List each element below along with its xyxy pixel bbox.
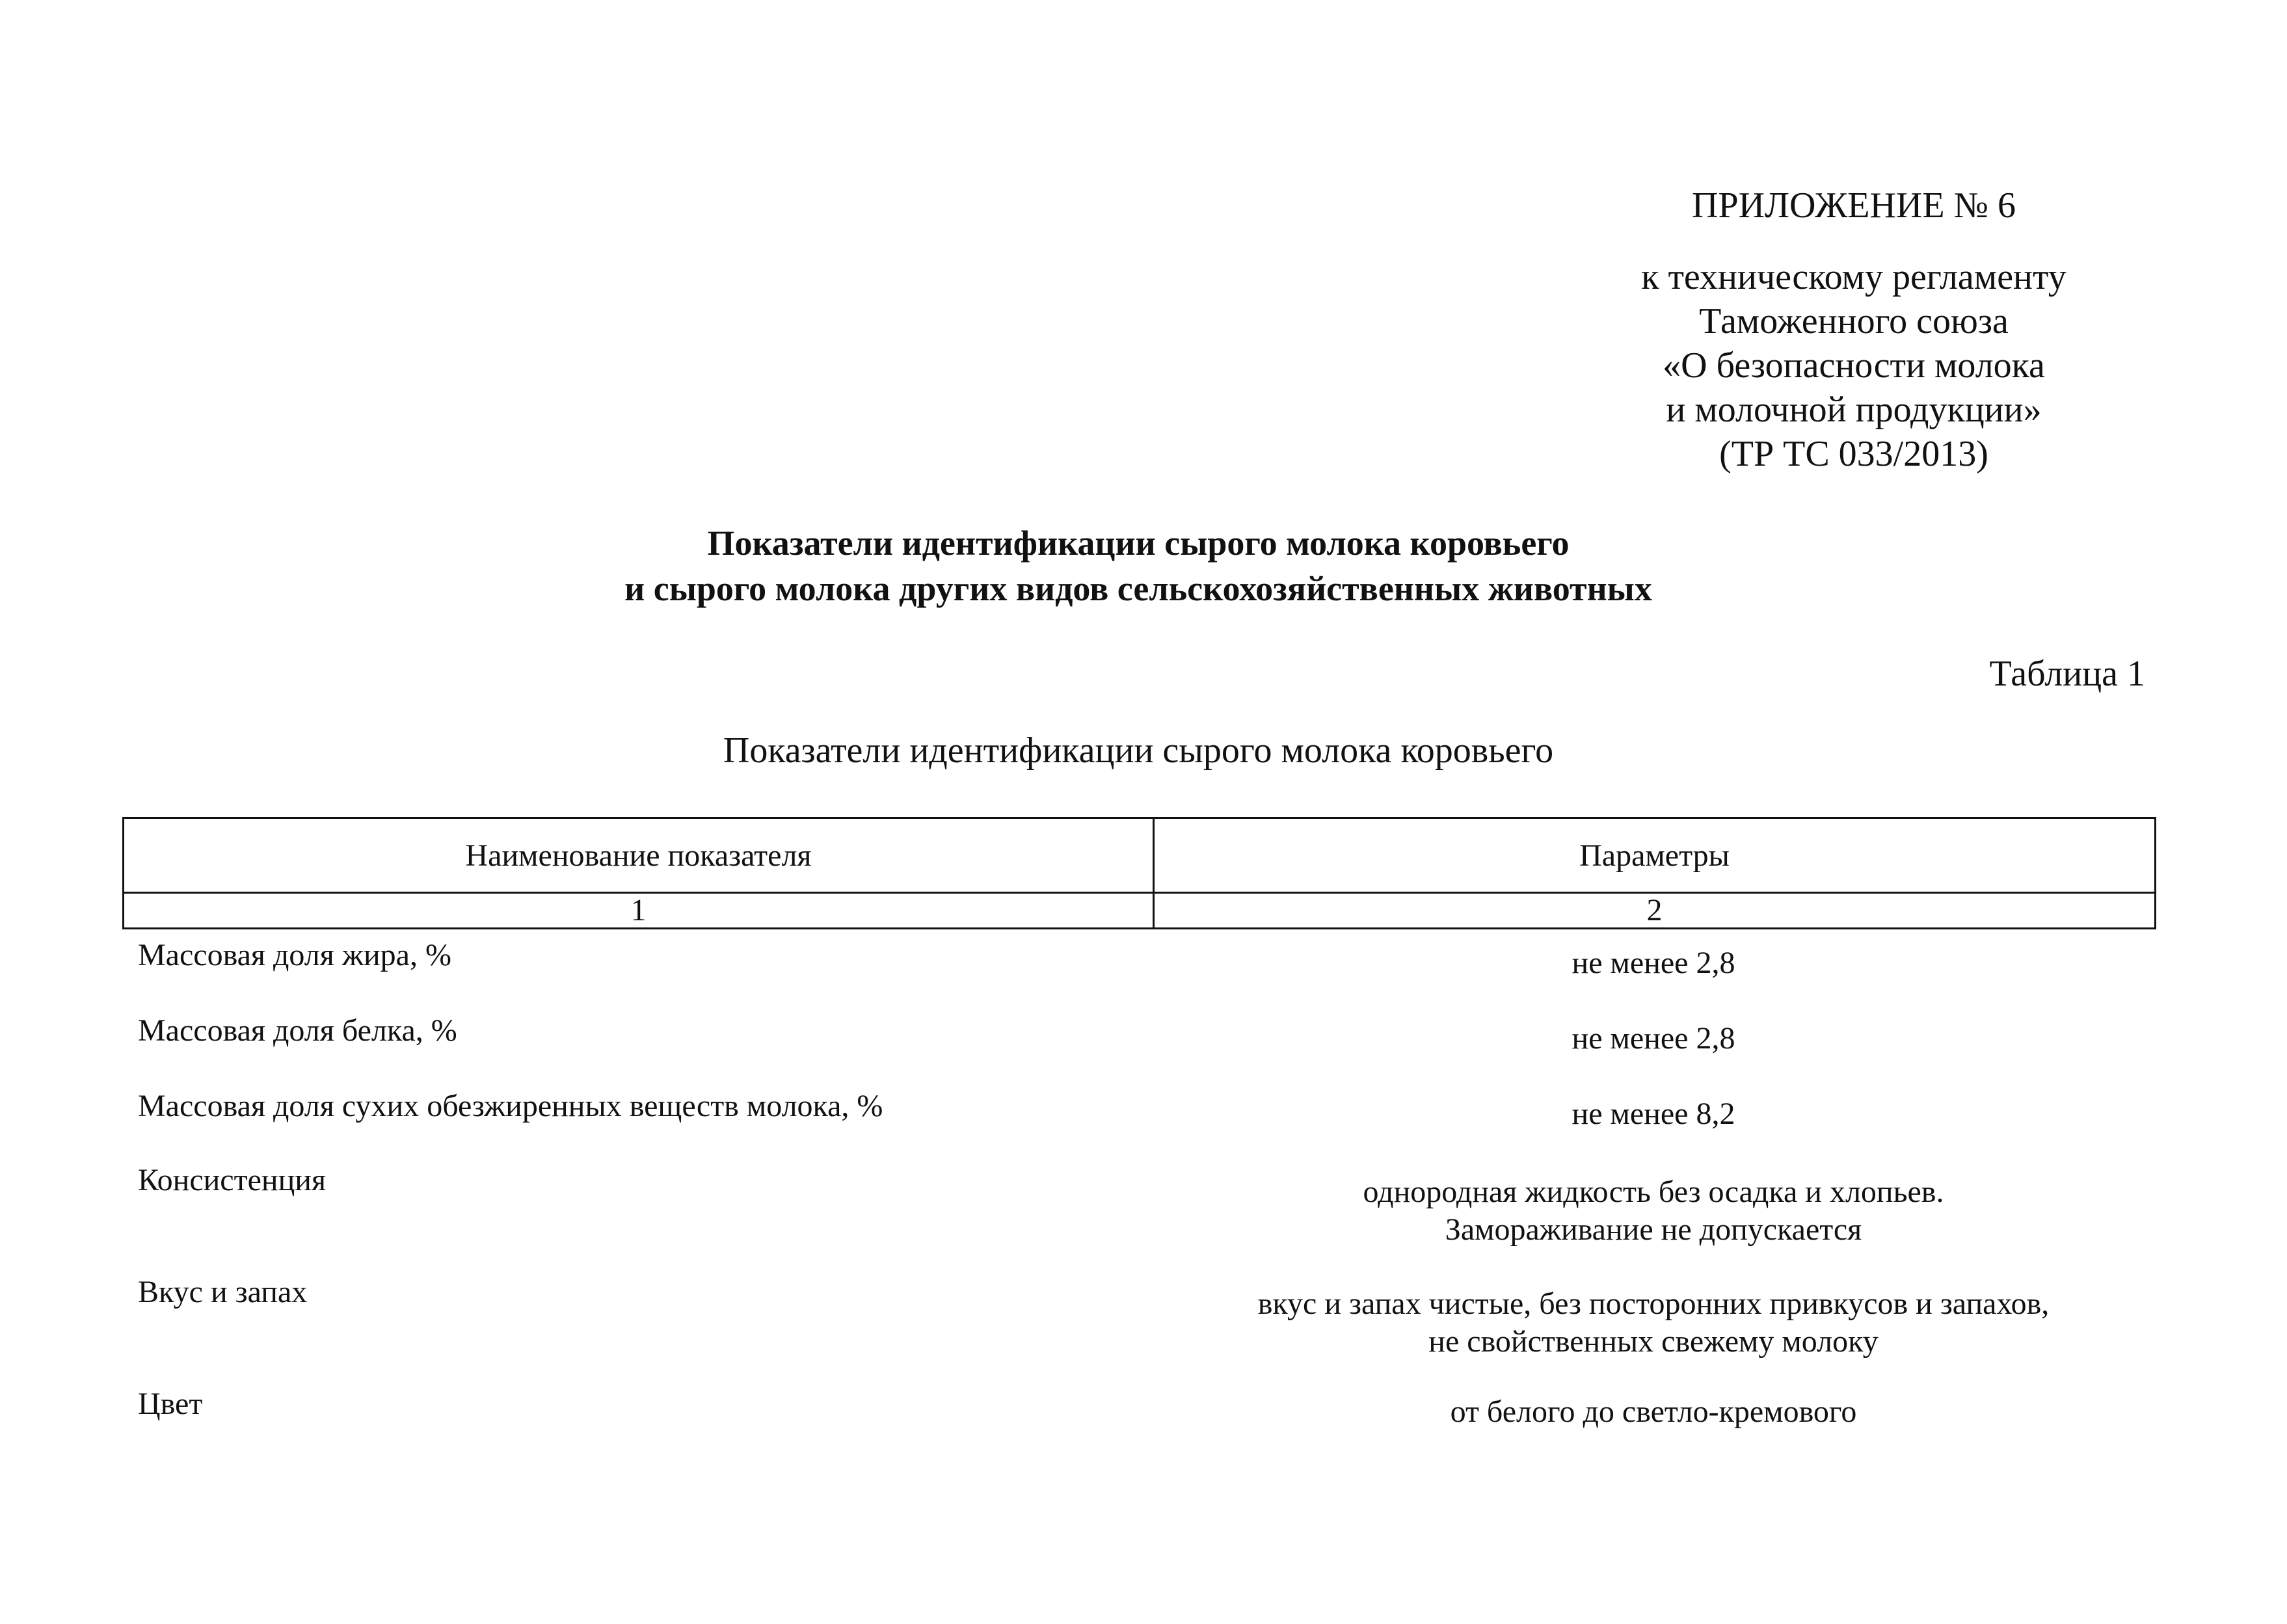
indicator-name: Вкус и запах	[138, 1275, 308, 1309]
appendix-block	[1542, 182, 2166, 476]
table-body	[122, 937, 2154, 1463]
column-header-name: Наименование показателя	[124, 818, 1154, 893]
table-header	[122, 817, 2156, 929]
indicator-value	[1153, 937, 2154, 1012]
indicator-name: Массовая доля белка, %	[138, 1013, 457, 1048]
column-number-2: 2	[1154, 893, 2156, 929]
indicator-value	[1153, 1273, 2154, 1385]
table-number: Таблица 1	[1989, 654, 2145, 694]
indicator-name: Консистенция	[138, 1163, 327, 1197]
indicator-name: Массовая доля жира, %	[138, 938, 451, 972]
indicator-value-line: вкус и запах чистые, без посторонних привкусов и запахов,	[1257, 1286, 2050, 1321]
heading-line-2: и сырого молока других видов сельскохозяйственных животных	[624, 569, 1652, 608]
indicator-value	[1153, 1385, 2154, 1463]
appendix-line: и молочной продукции»	[1666, 390, 2042, 430]
table-row	[122, 1162, 2154, 1273]
table-row	[122, 937, 2154, 1012]
appendix-line: к техническому регламенту	[1641, 257, 2066, 297]
indicator-name: Массовая доля сухих обезжиренных веществ молока, %	[138, 1089, 883, 1123]
indicator-name: Цвет	[138, 1387, 203, 1421]
indicator-value	[1153, 1012, 2154, 1087]
indicator-value-line: Замораживание не допускается	[1445, 1212, 1862, 1247]
indicator-value-line: не менее 2,8	[1571, 1021, 1735, 1056]
heading-line-1: Показатели идентификации сырого молока коровьего	[707, 524, 1570, 563]
appendix-title: ПРИЛОЖЕНИЕ № 6	[1692, 185, 2016, 226]
table-caption: Показатели идентификации сырого молока коровьего	[723, 730, 1554, 771]
appendix-line: «О безопасности молока	[1663, 345, 2045, 386]
document-heading	[260, 520, 2016, 611]
indicator-value	[1153, 1162, 2154, 1273]
table-row	[122, 1273, 2154, 1385]
indicator-value	[1153, 1087, 2154, 1162]
table-row	[122, 1087, 2154, 1162]
indicator-value-line: от белого до светло-кремового	[1450, 1394, 1857, 1429]
appendix-line: (ТР ТС 033/2013)	[1719, 434, 1988, 474]
indicator-value-line: не свойственных свежему молоку	[1428, 1324, 1879, 1359]
indicator-value-line: не менее 2,8	[1571, 946, 1735, 980]
indicator-value-line: не менее 8,2	[1571, 1097, 1735, 1131]
column-header-parameters: Параметры	[1154, 818, 2156, 893]
appendix-line: Таможенного союза	[1699, 301, 2009, 341]
table-row	[122, 1385, 2154, 1463]
table-row	[122, 1012, 2154, 1087]
column-number-1: 1	[124, 893, 1154, 929]
indicator-value-line: однородная жидкость без осадка и хлопьев.	[1363, 1175, 1944, 1209]
